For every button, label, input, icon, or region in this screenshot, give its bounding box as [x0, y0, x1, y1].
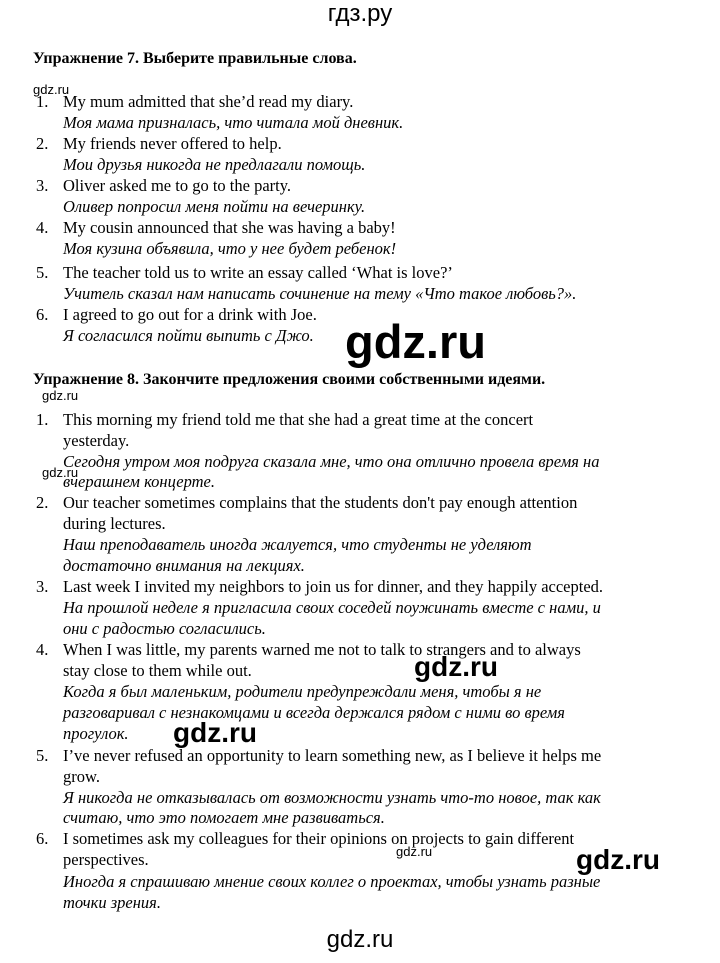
ex7-item-2-russian: Мои друзья никогда не предлагали помощь. [63, 155, 366, 174]
ex7-item-6-english: I agreed to go out for a drink with Joe. [63, 305, 317, 324]
ex7-item-6-number: 6. [36, 305, 49, 324]
ex8-item-4-english-line-2: stay close to them while out. [63, 661, 252, 680]
ex7-item-1-russian: Моя мама призналась, что читала мой дневник. [63, 113, 404, 132]
ex8-item-6-english-line-1: I sometimes ask my colleagues for their opinions on projects to gain different [63, 829, 575, 848]
watermark-large: gdz.ru [345, 315, 486, 368]
site-header: гдз.ру [327, 0, 393, 27]
ex8-item-1-russian-line-1: Сегодня утром моя подруга сказала мне, что она отлично провела время на [63, 452, 600, 471]
exercise-8-heading: Упражнение 8. Закончите предложения своими собственными идеями. [33, 371, 546, 388]
ex7-item-5-russian: Учитель сказал нам написать сочинение на тему «Что такое любовь?». [63, 284, 577, 303]
ex8-item-1-russian-line-2: вчерашнем концерте. [63, 472, 215, 491]
ex7-item-3-english: Oliver asked me to go to the party. [63, 176, 292, 195]
watermark-small: gdz.ru [33, 82, 70, 97]
watermark-small: gdz.ru [42, 388, 79, 403]
ex8-item-6-english-line-2: perspectives. [63, 850, 149, 869]
ex8-item-1-english-line-1: This morning my friend told me that she had a great time at the concert [63, 410, 534, 429]
ex7-item-2-english: My friends never offered to help. [63, 134, 282, 153]
ex8-item-3-russian-line-2: они с радостью согласились. [63, 619, 266, 638]
ex8-item-2-russian-line-1: Наш преподаватель иногда жалуется, что студенты не уделяют [63, 535, 532, 554]
ex8-item-4-russian-line-1: Когда я был маленьким, родители предупреждали меня, чтобы я не [63, 682, 542, 701]
ex7-item-1-english: My mum admitted that she’d read my diary. [63, 92, 354, 111]
watermark-medium: gdz.ru [414, 651, 498, 682]
ex8-item-6-number: 6. [36, 829, 49, 848]
ex8-item-2-russian-line-2: достаточно внимания на лекциях. [63, 556, 305, 575]
ex8-item-1-number: 1. [36, 410, 49, 429]
ex8-item-6-russian-line-2: точки зрения. [63, 893, 161, 912]
ex8-item-5-number: 5. [36, 746, 49, 765]
ex7-item-4-english: My cousin announced that she was having a baby! [63, 218, 396, 237]
ex7-item-6-russian: Я согласился пойти выпить с Джо. [63, 326, 314, 345]
ex8-item-4-russian-line-3: прогулок. [63, 724, 129, 743]
ex8-item-5-english-line-2: grow. [63, 767, 100, 786]
ex8-item-2-english-line-1: Our teacher sometimes complains that the students don't pay enough attention [63, 493, 578, 512]
ex8-item-4-english-line-1: When I was little, my parents warned me not to talk to strangers and to always [63, 640, 581, 659]
ex7-item-1-number: 1. [36, 92, 49, 111]
exercise-7-heading: Упражнение 7. Выберите правильные слова. [33, 50, 357, 67]
ex8-item-3-russian-line-1: На прошлой неделе я пригласила своих соседей поужинать вместе с нами, и [63, 598, 601, 617]
ex8-item-1-english-line-2: yesterday. [63, 431, 130, 450]
footer-watermark: gdz.ru [326, 926, 394, 953]
watermark-small: gdz.ru [396, 844, 433, 859]
ex8-item-3-number: 3. [36, 577, 49, 596]
watermark-medium: gdz.ru [173, 717, 257, 748]
ex8-item-6-russian-line-1: Иногда я спрашиваю мнение своих коллег о проектах, чтобы узнать разные [63, 872, 601, 891]
ex8-item-3-english-line-1: Last week I invited my neighbors to join us for dinner, and they happily accepted. [63, 577, 604, 596]
ex8-item-4-number: 4. [36, 640, 49, 659]
ex7-item-4-number: 4. [36, 218, 49, 237]
ex8-item-2-english-line-2: during lectures. [63, 514, 166, 533]
ex8-item-5-english-line-1: I’ve never refused an opportunity to learn something new, as I believe it helps me [63, 746, 602, 765]
ex8-item-2-number: 2. [36, 493, 49, 512]
ex7-item-3-russian: Оливер попросил меня пойти на вечеринку. [63, 197, 366, 216]
ex7-item-4-russian: Моя кузина объявила, что у нее будет ребенок! [63, 239, 397, 258]
watermark-small: gdz.ru [42, 465, 79, 480]
ex7-item-3-number: 3. [36, 176, 49, 195]
ex7-item-2-number: 2. [36, 134, 49, 153]
ex8-item-4-russian-line-2: разговаривал с незнакомцами и всегда держался рядом с ними во время [63, 703, 565, 722]
ex7-item-5-number: 5. [36, 263, 49, 282]
watermark-medium: gdz.ru [576, 844, 660, 875]
ex8-item-5-russian-line-2: считаю, что это помогает мне развиваться. [63, 808, 385, 827]
ex8-item-5-russian-line-1: Я никогда не отказывалась от возможности узнать что-то новое, так как [63, 788, 601, 807]
ex7-item-5-english: The teacher told us to write an essay called ‘What is love?’ [63, 263, 453, 282]
